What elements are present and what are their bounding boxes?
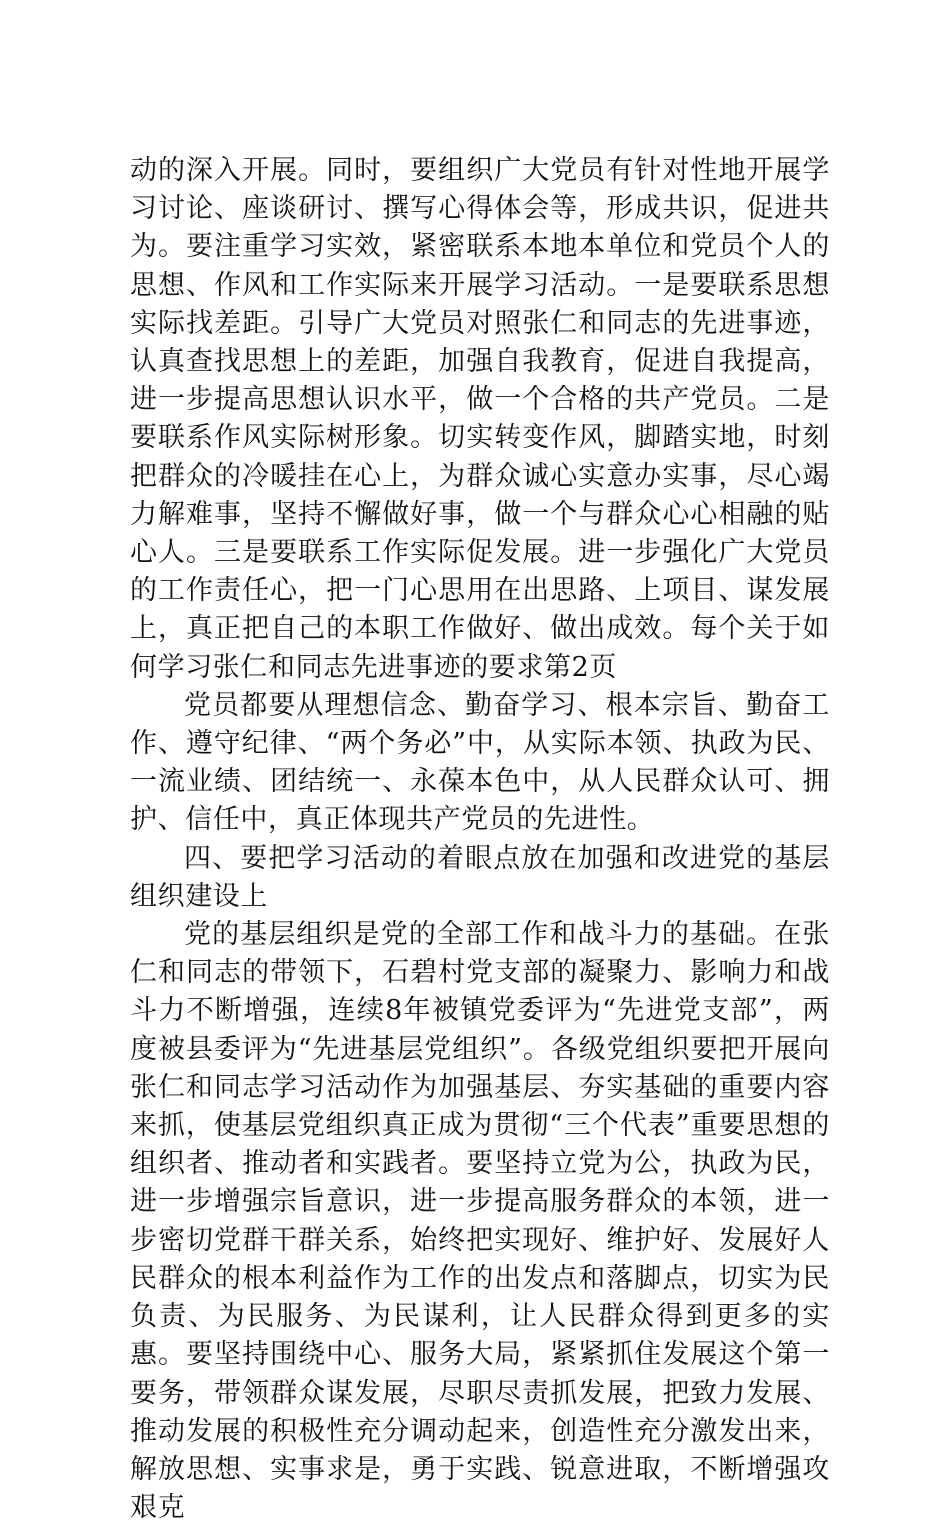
paragraph-1: 动的深入开展。同时，要组织广大党员有针对性地开展学习讨论、座谈研讨、撰写心得体会等，形成共识，促进共为。要注重学习实效，紧密联系本地本单位和党员个人的思想、作风和工作实际来开展学习活动。一是要联系思想实际找差距。引导广大党员对照张仁和同志的先进事迹，认真查找思想上的差距，加强自我教育，促进自我提高，进一步提高思想认识水平，做一个合格的共产党员。二是要联系作风实际树形象。切实转变作风，脚踏实地，时刻把群众的冷暖挂在心上，为群众诚心实意办实事，尽心竭力解难事，坚持不懈做好事，做一个与群众心心相融的贴心人。三是要联系工作实际促发展。进一步强化广大党员的工作责任心，把一门心思用在出思路、上项目、谋发展上，真正把自己的本职工作做好、做出成效。每个关于如何学习张仁和同志先进事迹的要求第2页 bbox=[130, 155, 830, 683]
paragraph-3: 党的基层组织是党的全部工作和战斗力的基础。在张仁和同志的带领下，石碧村党支部的凝聚力、影响力和战斗力不断增强，连续8年被镇党委评为“先进党支部”，两度被县委评为“先进基层党组织”。各级党组织要把开展向张仁和同志学习活动作为加强基层、夯实基础的重要内容来抓，使基层党组织真正成为贯彻“三个代表”重要思想的组织者、推动者和实践者。要坚持立党为公，执政为民，进一步增强宗旨意识，进一步提高服务群众的本领，进一步密切党群干群关系，始终把实现好、维护好、发展好人民群众的根本利益作为工作的出发点和落脚点，切实为民负责、为民服务、为民谋利，让人民群众得到更多的实惠。要坚持围绕中心、服务大局，紧紧抓住发展这个第一要务，带领群众谋发展，尽职尽责抓发展，把致力发展、推动发展的积极性充分调动起来，创造性充分激发出来，解放思想、实事求是，勇于实践、锐意进取，不断增强攻艰克 bbox=[130, 919, 830, 1524]
section-heading-4: 四、要把学习活动的着眼点放在加强和改进党的基层组织建设上 bbox=[130, 842, 830, 912]
paragraph-2: 党员都要从理想信念、勤奋学习、根本宗旨、勤奋工作、遵守纪律、“两个务必”中，从实际本领、执政为民、一流业绩、团结统一、永葆本色中，从人民群众认可、拥护、信任中，真正体现共产党员的先进性。 bbox=[130, 689, 830, 836]
document-page bbox=[130, 152, 830, 1527]
